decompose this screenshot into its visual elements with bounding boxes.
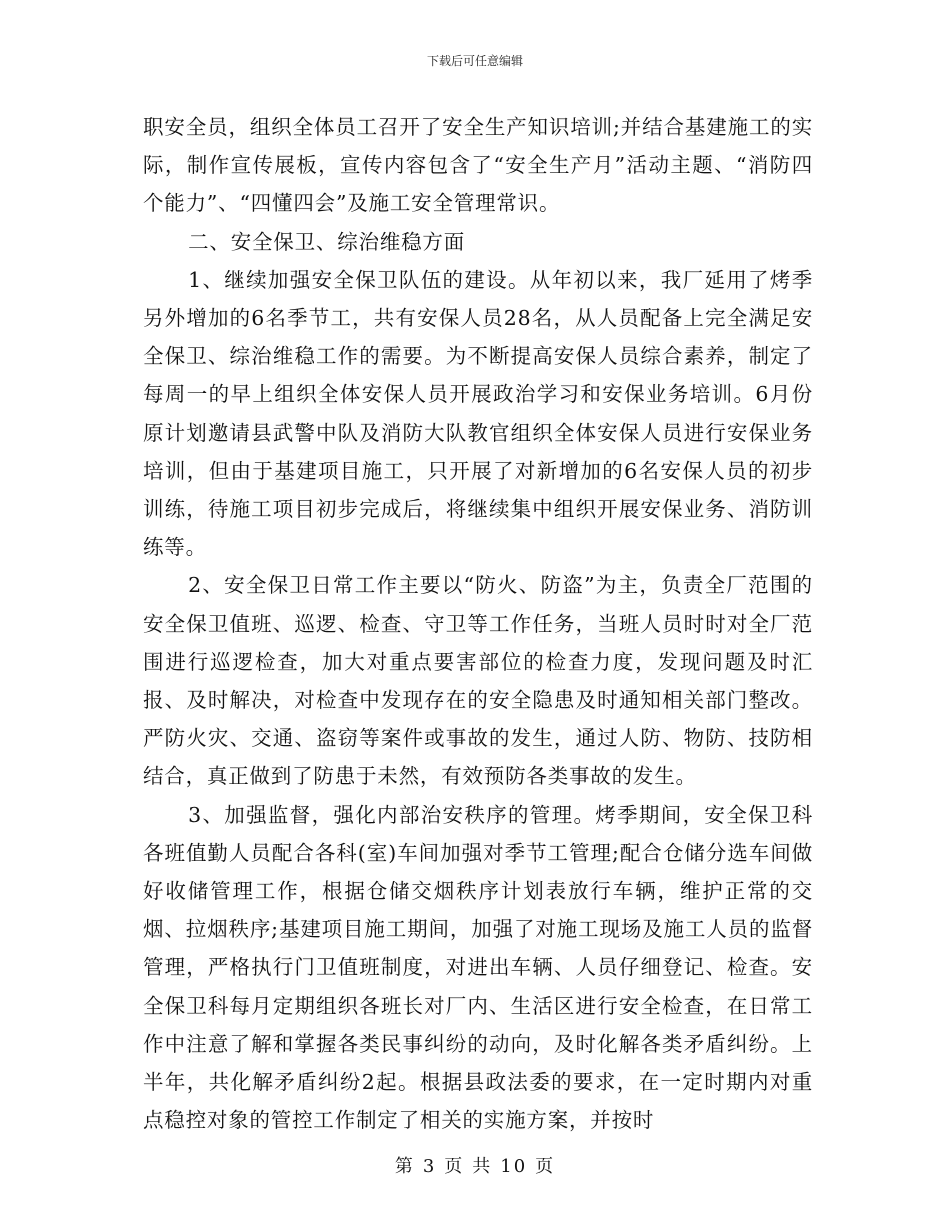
paragraph-item-1: 1、继续加强安全保卫队伍的建设。从年初以来，我厂延用了烤季另外增加的6名季节工，共有安保人员28名，从人员配备上完全满足安全保卫、综治维稳工作的需要。为不断提高安保人员综合素养，制定了每周一的早上组织全体安保人员开展政治学习和安保业务培训。6月份原计划邀请县武警中队及消防大队教官组织全体安保人员进行安保业务培训，但由于基建项目施工，只开展了对新增加的6名安保人员的初步训练，待施工项目初步完成后，将继续集中组织开展安保业务、消防训练等。 (143, 267, 813, 560)
paragraph-item-2: 2、安全保卫日常工作主要以“防火、防盗”为主，负责全厂范围的安全保卫值班、巡逻、检查、守卫等工作任务，当班人员时时对全厂范围进行巡逻检查，加大对重点要害部位的检查力度，发现问题及时汇报、及时解决，对检查中发现存在的安全隐患及时通知相关部门整改。严防火灾、交通、盗窃等案件或事故的发生，通过人防、物防、技防相结合，真正做到了防患于未然，有效预防各类事故的发生。 (143, 573, 813, 789)
document-body (143, 108, 813, 1139)
footer-prefix: 第 (394, 1156, 415, 1177)
footer-page-word: 页 (444, 1156, 465, 1177)
footer-suffix: 页 (535, 1156, 556, 1177)
footer-page-number: 3 (422, 1156, 437, 1177)
paragraph-item-3: 3、加强监督，强化内部治安秩序的管理。烤季期间，安全保卫科各班值勤人员配合各科(室)车间加强对季节工管理;配合仓储分选车间做好收储管理工作，根据仓储交烟秩序计划表放行车辆，维护正常的交烟、拉烟秩序;基建项目施工期间，加强了对施工现场及施工人员的监督管理，严格执行门卫值班制度，对进出车辆、人员仔细登记、检查。安全保卫科每月定期组织各班长对厂内、生活区进行安全检查，在日常工作中注意了解和掌握各类民事纠纷的动向，及时化解各类矛盾纠纷。上半年，共化解矛盾纠纷2起。根据县政法委的要求，在一定时期内对重点稳控对象的管控工作制定了相关的实施方案，并按时 (143, 802, 813, 1133)
footer-total-pages: 10 (500, 1156, 528, 1177)
footer-total-word: 共 (472, 1156, 493, 1177)
page-header-note: 下载后可任意编辑 (426, 54, 523, 68)
paragraph-continuation: 职安全员，组织全体员工召开了安全生产知识培训;并结合基建施工的实际，制作宣传展板，宣传内容包含了“安全生产月”活动主题、“消防四个能力”、“四懂四会”及施工安全管理常识。 (143, 115, 813, 216)
page-footer (0, 1152, 950, 1178)
section-heading: 二、安全保卫、综治维稳方面 (188, 229, 465, 254)
